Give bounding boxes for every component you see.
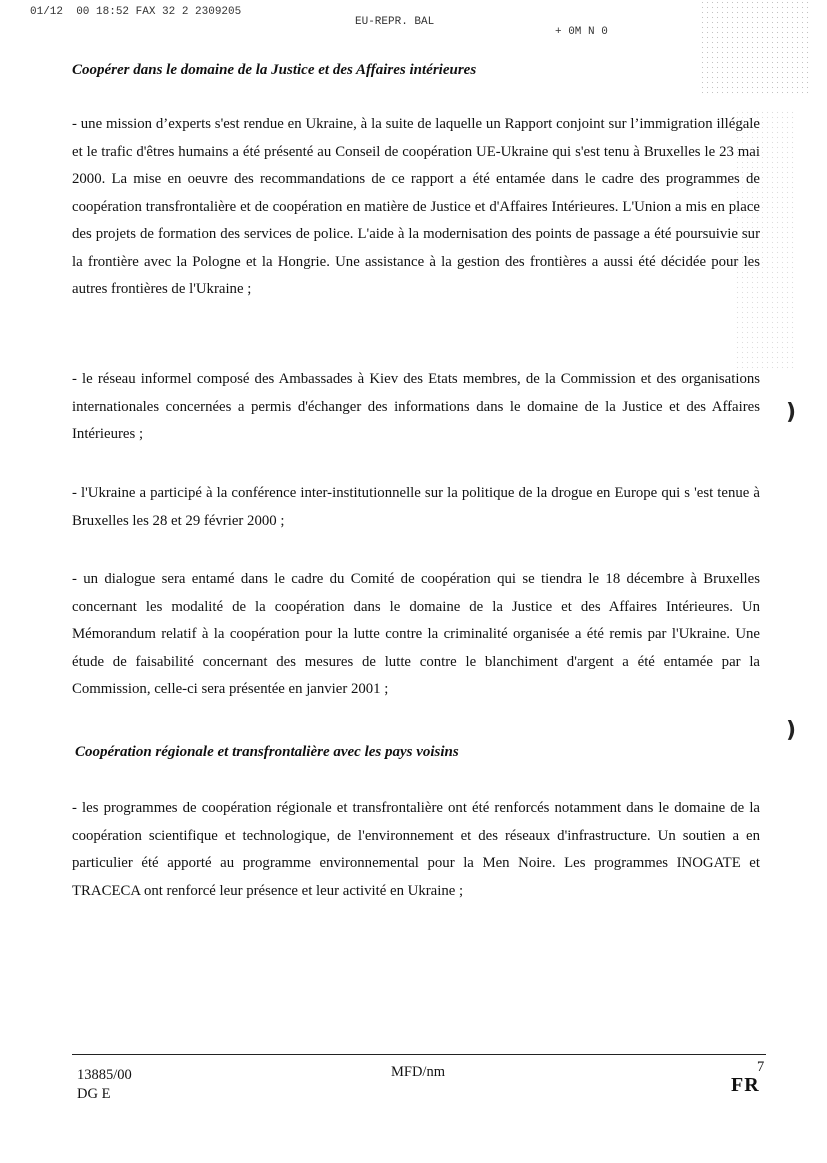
section-title-regional: Coopération régionale et transfrontalière avec les pays voisins bbox=[75, 744, 459, 760]
footer-page-number: 7 bbox=[757, 1059, 765, 1075]
paragraph-regional-programs: - les programmes de coopération régionale et transfrontalière ont été renforcés notamment dans le domaine de la coopération scientifique et technologique, de l'environnement et des réseaux d'infrastructure. Un soutien a en particulier été apporté au programme environnemental pour la Men Noire. Les programmes INOGATE et TRACECA ont renforcé leur présence et leur activité en Ukraine ; bbox=[72, 800, 760, 899]
margin-bracket-mark: ) bbox=[786, 400, 797, 425]
section-title-justice: Coopérer dans le domaine de la Justice et des Affaires intérieures bbox=[72, 62, 477, 78]
footer-language-code: FR bbox=[731, 1074, 760, 1096]
margin-bracket-mark: ) bbox=[786, 718, 797, 743]
paragraph-mission-experts: - une mission d’experts s'est rendue en Ukraine, à la suite de laquelle un Rapport conjoint sur l’immigration illégale et le trafic d'êtres humains a été présenté au Conseil de coopération UE-Ukraine qui s'est tenu à Bruxelles le 23 mai 2000. La mise en oeuvre des recommandations de ce rapport a été entamée dans le cadre des programmes de coopération transfrontalière et de coopération en matière de Justice et d'Affaires Intérieures. L'Union a mis en place des projets de formation des services de police. L'aide à la modernisation des points de passage a été poursuivie sur la frontière avec la Pologne et la Hongrie. Une assistance à la gestion des frontières a aussi été décidée pour les autres frontières de l'Ukraine ; bbox=[72, 116, 760, 297]
footer-doc-number: 13885/00 bbox=[77, 1067, 132, 1083]
paragraph-informal-network: - le réseau informel composé des Ambassades à Kiev des Etats membres, de la Commission et des organisations internationales concernées a permis d'échanger des informations dans le domaine de la Justice et des Affaires Intérieures ; bbox=[72, 371, 760, 442]
fax-header-sender: EU-REPR. BAL bbox=[355, 16, 435, 28]
paragraph-dialogue: - un dialogue sera entamé dans le cadre du Comité de coopération qui se tiendra le 18 décembre à Bruxelles concernant les modalité de la coopération dans le domaine de la Justice et des Affaires Intérieures. Un Mémorandum relatif à la coopération pour la lutte contre la criminalité organisée a été remis par l'Ukraine. Une étude de faisabilité concernant des mesures de lutte contre le blanchiment d'argent a été entamée par la Commission, celle-ci sera présentée en janvier 2001 ; bbox=[72, 571, 760, 697]
fax-header-page: + 0M N 0 bbox=[555, 26, 608, 38]
paragraph-drug-conference: - l'Ukraine a participé à la conférence inter-institutionnelle sur la politique de la drogue en Europe qui s 'est tenue à Bruxelles les 28 et 29 février 2000 ; bbox=[72, 485, 760, 529]
footer-initials: MFD/nm bbox=[391, 1064, 445, 1080]
footer-divider bbox=[72, 1054, 766, 1055]
scan-noise-top-right bbox=[700, 0, 810, 95]
fax-header-datetime: 01/12 00 18:52 FAX 32 2 2309205 bbox=[30, 6, 242, 18]
footer-directorate: DG E bbox=[77, 1086, 111, 1102]
fax-transmission-header bbox=[30, 0, 750, 38]
